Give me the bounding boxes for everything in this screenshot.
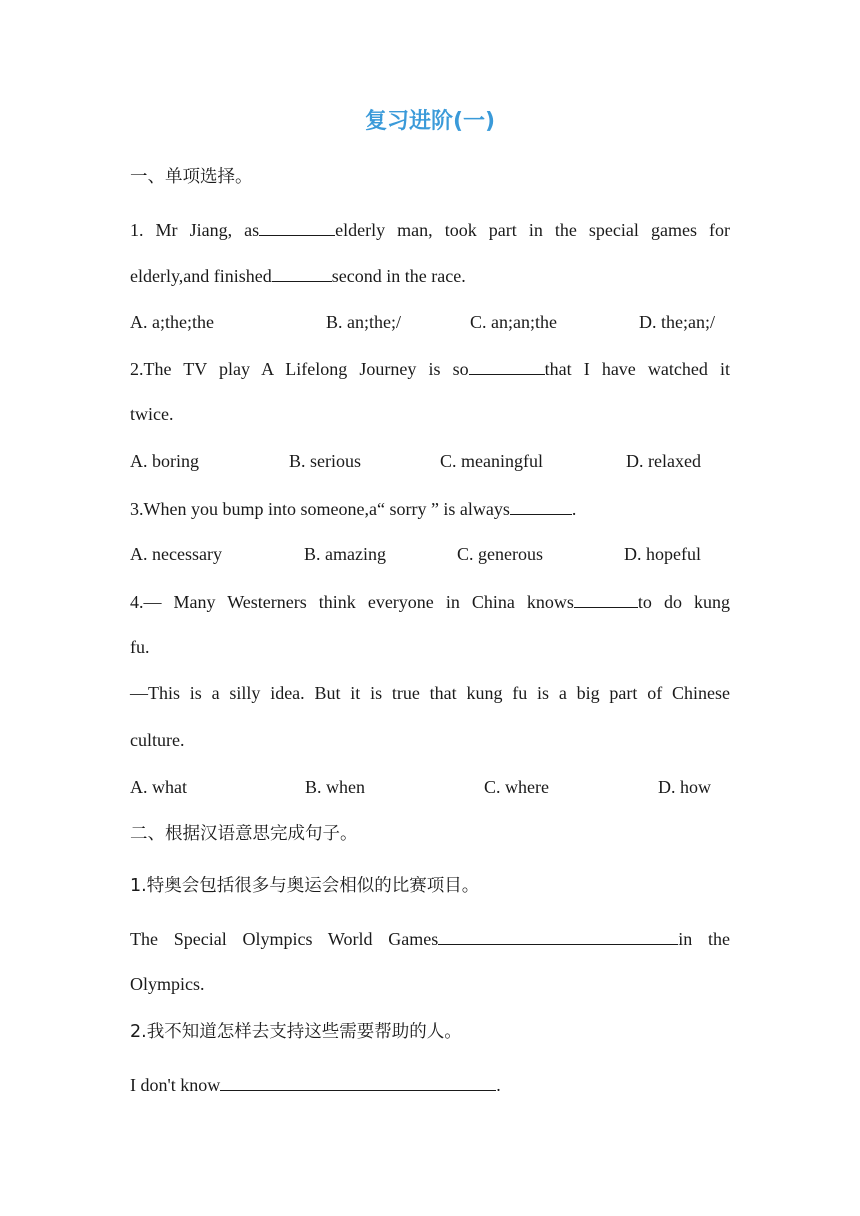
question-3-option-b: B. amazing bbox=[304, 544, 386, 564]
answer-blank bbox=[220, 1072, 496, 1091]
question-3-option-c: C. generous bbox=[457, 544, 543, 564]
question-1-line-2 bbox=[130, 263, 730, 288]
translation-2-line-1 bbox=[130, 1072, 730, 1097]
answer-blank bbox=[510, 496, 572, 515]
answer-blank bbox=[272, 263, 332, 282]
answer-blank bbox=[574, 589, 638, 608]
translation-1-line-1 bbox=[130, 926, 730, 951]
question-3-line-1 bbox=[130, 496, 730, 521]
answer-blank bbox=[438, 926, 678, 945]
question-1-option-a: A. a;the;the bbox=[130, 312, 214, 332]
question-1-option-d: D. the;an;/ bbox=[639, 312, 715, 332]
question-4-line-2: fu. bbox=[130, 637, 150, 657]
translation-2-text-a: I don't know bbox=[130, 1075, 221, 1095]
page-title: 复习进阶(一) bbox=[364, 109, 496, 134]
section-heading-multiple-choice: 一、单项选择。 bbox=[130, 167, 253, 187]
translation-1-text-a: The Special Olympics World Games bbox=[130, 929, 439, 949]
question-1-text-b: elderly man, took part in the special games for bbox=[335, 220, 730, 240]
section-heading-complete-sentences: 二、根据汉语意思完成句子。 bbox=[130, 824, 358, 844]
question-2-option-d: D. relaxed bbox=[626, 451, 701, 471]
answer-blank bbox=[469, 356, 545, 375]
translation-2-text-b: . bbox=[496, 1075, 501, 1095]
question-4-option-c: C. where bbox=[484, 777, 549, 797]
translation-1-line-2: Olympics. bbox=[130, 974, 205, 994]
question-1-option-c: C. an;an;the bbox=[470, 312, 557, 332]
question-4-line-4: culture. bbox=[130, 730, 185, 750]
question-1-text-a: 1. Mr Jiang, as bbox=[130, 220, 260, 240]
question-2-option-b: B. serious bbox=[289, 451, 361, 471]
question-2-line-1 bbox=[130, 356, 730, 381]
question-3-text-a: 3.When you bump into someone,a“ sorry ” is always bbox=[130, 499, 510, 519]
translation-1-text-b: in the bbox=[678, 929, 730, 949]
question-2-text-a: 2.The TV play A Lifelong Journey is so bbox=[130, 359, 469, 379]
question-3-option-d: D. hopeful bbox=[624, 544, 701, 564]
question-2-line-2: twice. bbox=[130, 404, 174, 424]
question-4-option-a: A. what bbox=[130, 777, 187, 797]
question-1-text-c: elderly,and finished bbox=[130, 266, 272, 286]
question-1-line-1 bbox=[130, 217, 730, 242]
question-4-text-b: to do kung bbox=[637, 592, 730, 612]
question-1-option-b: B. an;the;/ bbox=[326, 312, 401, 332]
question-4-line-1 bbox=[130, 589, 730, 614]
question-4-text-a: 4.— Many Westerners think everyone in China knows bbox=[130, 592, 574, 612]
question-3-option-a: A. necessary bbox=[130, 544, 222, 564]
question-2-text-b: that I have watched it bbox=[544, 359, 730, 379]
question-1-text-d: second in the race. bbox=[331, 266, 466, 286]
answer-blank bbox=[259, 217, 335, 236]
question-4-option-d: D. how bbox=[658, 777, 711, 797]
question-2-option-c: C. meaningful bbox=[440, 451, 543, 471]
question-4-line-3: —This is a silly idea. But it is true that kung fu is a big part of Chinese bbox=[130, 683, 730, 703]
question-3-text-b: . bbox=[571, 499, 577, 519]
translation-2-chinese: 2.我不知道怎样去支持这些需要帮助的人。 bbox=[130, 1022, 462, 1042]
translation-1-chinese: 1.特奥会包括很多与奥运会相似的比赛项目。 bbox=[130, 876, 480, 896]
question-4-option-b: B. when bbox=[305, 777, 365, 797]
question-2-option-a: A. boring bbox=[130, 451, 199, 471]
